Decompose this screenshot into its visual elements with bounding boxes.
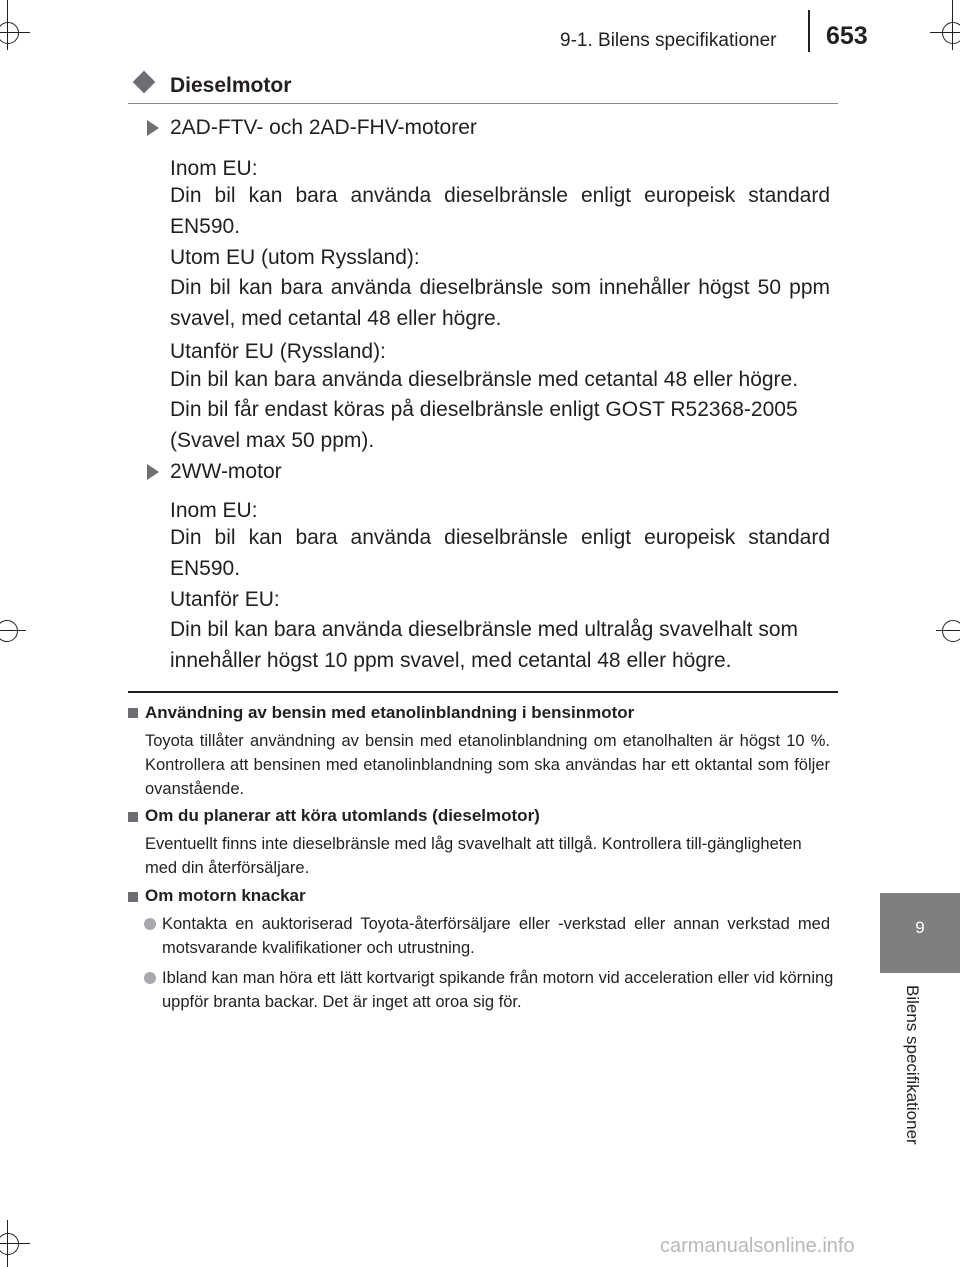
square-bullet-icon: [128, 812, 138, 822]
circle-bullet-icon: [144, 972, 156, 984]
block-label: Utanför EU (Ryssland):: [170, 340, 386, 363]
square-bullet-icon: [128, 892, 138, 902]
note-bullet-text: Ibland kan man höra ett lätt kortvarigt spikande från motorn vid acceleration eller vid körning uppför branta backar. Det är inget att oroa sig för.: [162, 969, 834, 1011]
crop-mark-circle: [0, 1233, 19, 1255]
header-divider: [808, 10, 810, 52]
chapter-number: 9: [915, 918, 925, 937]
block-text: Din bil kan bara använda dieselbränsle enligt europeisk standard EN590.: [170, 184, 830, 238]
heading-rule: [128, 103, 838, 104]
block-text: Din bil kan bara använda dieselbränsle med cetantal 48 eller högre.: [170, 368, 799, 391]
block-text: Din bil kan bara använda dieselbränsle med ultralåg svavelhalt som innehåller högst 10 ppm svavel, med cetantal 48 eller högre.: [170, 618, 799, 672]
note-text: Toyota tillåter användning av bensin med etanolinblandning om etanolhalten är högst 10 %. Kontrollera att bensinen med etanolinblandning som ska användas har ett oktantal som följer ovanstående.: [145, 732, 830, 798]
block-label: Inom EU:: [170, 157, 258, 180]
watermark: carmanualsonline.info: [660, 1235, 855, 1257]
crop-mark-circle: [0, 620, 18, 642]
page-number: 653: [826, 22, 868, 50]
note-bullet-text: Kontakta en auktoriserad Toyota-återförsäljare eller -verkstad eller annan verkstad med motsvarande kvalifikationer och utrustning.: [162, 915, 830, 957]
crop-mark-circle: [942, 22, 960, 44]
note-heading: Om du planerar att köra utomlands (dieselmotor): [145, 806, 540, 825]
note-heading: Om motorn knackar: [145, 886, 306, 905]
diamond-icon: [133, 71, 156, 94]
block-label: Utom EU (utom Ryssland):: [170, 246, 420, 269]
note-heading: Användning av bensin med etanolinblandning i bensinmotor: [145, 703, 635, 722]
notes-divider: [128, 691, 838, 693]
block-label: Inom EU:: [170, 499, 258, 522]
crop-mark-circle: [0, 22, 19, 44]
running-header-section: 9-1. Bilens specifikationer: [560, 30, 777, 51]
crop-mark-circle: [942, 620, 960, 642]
note-text: Eventuellt finns inte dieselbränsle med låg svavelhalt att tillgå. Kontrollera till-gängligheten med din återförsäljare.: [145, 835, 802, 877]
square-bullet-icon: [128, 708, 138, 718]
block-label: Utanför EU:: [170, 588, 280, 611]
block-text: Din bil kan bara använda dieselbränsle enligt europeisk standard EN590.: [170, 526, 830, 580]
triangle-bullet-icon: [147, 120, 159, 136]
triangle-bullet-icon: [147, 464, 159, 480]
engine-title: 2AD-FTV- och 2AD-FHV-motorer: [170, 116, 477, 139]
chapter-title: Bilens specifikationer: [903, 985, 922, 1145]
engine-title: 2WW-motor: [170, 460, 282, 483]
section-heading: Dieselmotor: [170, 74, 292, 97]
circle-bullet-icon: [144, 918, 156, 930]
block-text: Din bil kan bara använda dieselbränsle som innehåller högst 50 ppm svavel, med cetantal 48 eller högre.: [170, 276, 830, 330]
block-text: Din bil får endast köras på dieselbränsle enligt GOST R52368-2005 (Svavel max 50 ppm).: [170, 398, 798, 452]
